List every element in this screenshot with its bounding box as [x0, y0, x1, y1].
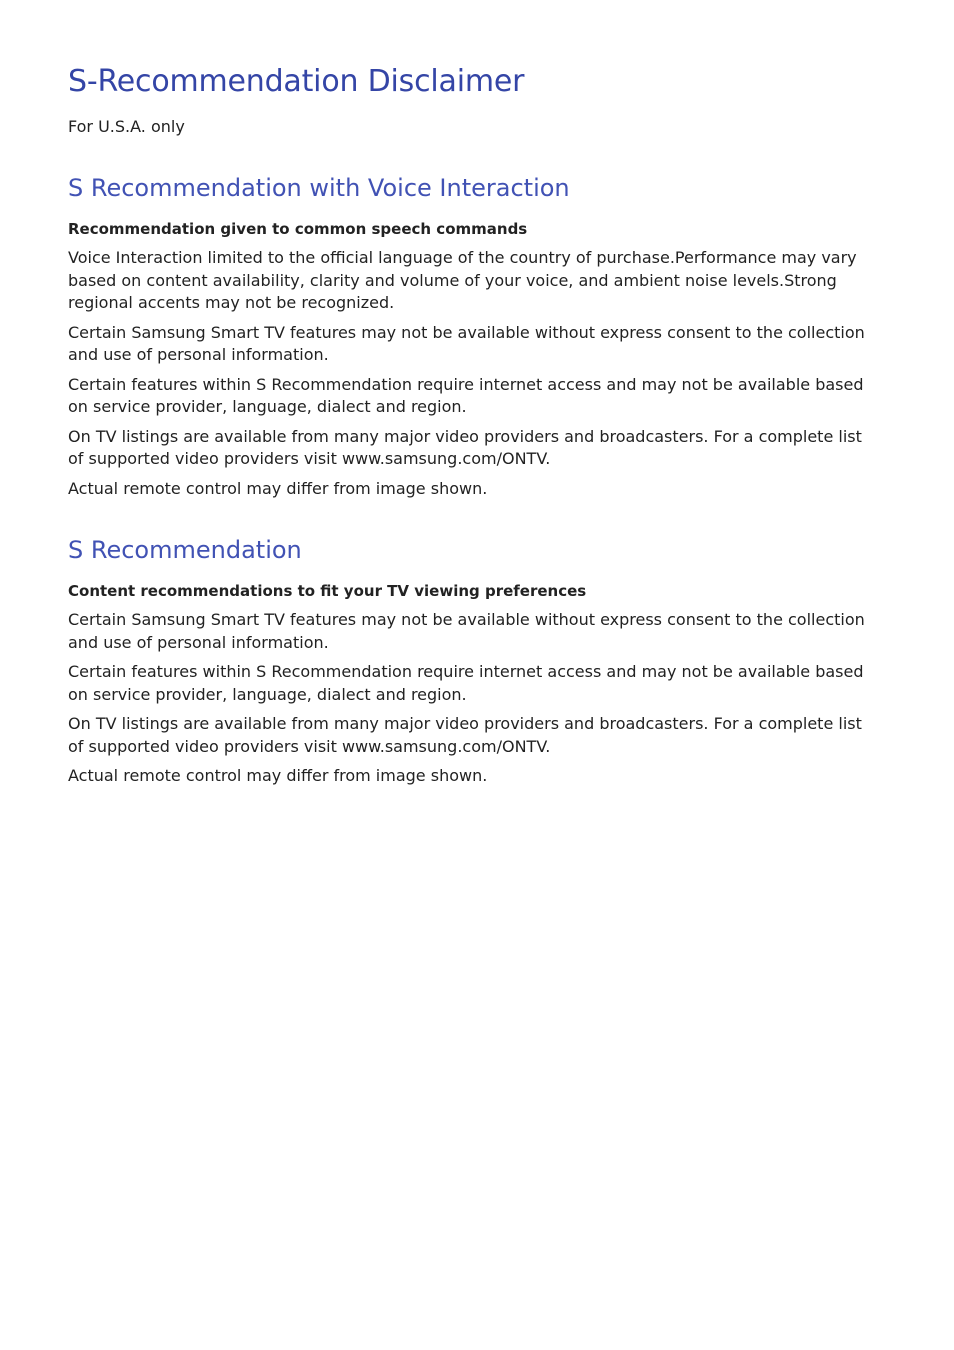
region-note: For U.S.A. only — [68, 117, 185, 136]
disclaimer-paragraph: Certain features within S Recommendation require internet access and may not be available based on service provider, language, dialect and region. — [68, 374, 864, 416]
section-subheading: Recommendation given to common speech commands — [68, 220, 528, 238]
disclaimer-paragraph: Certain Samsung Smart TV features may not be available without express consent to the collection and use of personal information. — [68, 610, 865, 652]
section-subheading: Content recommendations to fit your TV viewing preferences — [68, 582, 587, 600]
section-heading: S Recommendation — [68, 536, 302, 564]
disclaimer-paragraph: On TV listings are available from many major video providers and broadcasters. For a complete list of supported video providers visit www.samsung.com/ONTV. — [68, 714, 862, 756]
page-title: S-Recommendation Disclaimer — [68, 64, 525, 99]
disclaimer-paragraph: Actual remote control may differ from image shown. — [68, 766, 488, 785]
disclaimer-paragraph: Voice Interaction limited to the official language of the country of purchase.Performance may vary based on content availability, clarity and volume of your voice, and ambient noise levels.Strong regional accents may not be recognized. — [68, 248, 857, 312]
section-voice-interaction — [68, 172, 888, 500]
document-page — [68, 0, 888, 788]
disclaimer-paragraph: Certain features within S Recommendation require internet access and may not be available based on service provider, language, dialect and region. — [68, 662, 864, 704]
disclaimer-paragraph: Actual remote control may differ from image shown. — [68, 478, 488, 498]
disclaimer-paragraph: Certain Samsung Smart TV features may not be available without express consent to the collection and use of personal information. — [68, 322, 865, 364]
section-s-recommendation — [68, 534, 888, 788]
disclaimer-paragraph: On TV listings are available from many major video providers and broadcasters. For a complete list of supported video providers visit www.samsung.com/ONTV. — [68, 426, 862, 468]
section-heading: S Recommendation with Voice Interaction — [68, 174, 570, 202]
